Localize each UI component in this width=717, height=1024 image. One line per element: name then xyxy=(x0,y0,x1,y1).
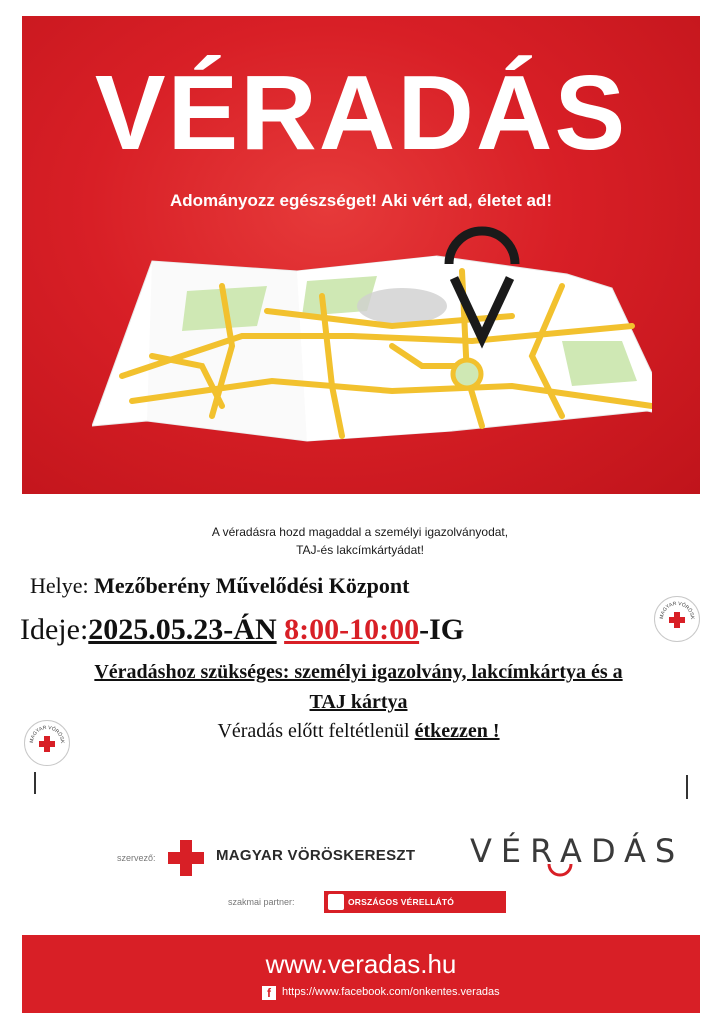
facebook-icon: f xyxy=(262,986,276,1000)
page-title: VÉRADÁS xyxy=(94,54,628,172)
event-hours: 8:00-10:00 xyxy=(284,613,420,646)
partner-label: szakmai partner: xyxy=(228,897,295,907)
event-date: 2025.05.23-ÁN xyxy=(88,613,277,646)
facebook-link[interactable] xyxy=(262,986,500,1000)
blood-drop-smile-icon xyxy=(545,858,575,880)
notice-line: TAJ-és lakcímkártyádat! xyxy=(296,543,424,557)
document-notice xyxy=(150,523,570,559)
map-roundabout xyxy=(453,360,481,388)
place-value: Mezőberény Művelődési Központ xyxy=(94,573,410,598)
tagline: Adományozz egészséget! Aki vért ad, életet ad! xyxy=(170,191,552,210)
organizer-name: MAGYAR VÖRÖSKERESZT xyxy=(216,847,416,864)
red-cross-icon xyxy=(166,838,206,878)
map-illustration xyxy=(92,216,652,466)
seal-text: MAGYAR VÖRÖSK xyxy=(658,600,696,620)
notice-line: A véradásra hozd magaddal a személyi igazolványodat, xyxy=(211,525,509,539)
red-cross-seal-icon xyxy=(24,720,70,766)
crop-mark xyxy=(34,772,36,794)
veradas-brand-logo: VÉRADÁS xyxy=(470,832,685,870)
seal-text: MAGYAR VÖRÖSK xyxy=(28,724,66,744)
crop-mark xyxy=(686,775,688,799)
requirements-line: Véradáshoz szükséges: személyi igazolvány, lakcímkártya és a xyxy=(94,661,623,683)
map-shadow xyxy=(357,288,447,324)
footer-banner xyxy=(22,935,700,1013)
oves-logo-icon xyxy=(328,894,344,910)
website-link[interactable]: www.veradas.hu xyxy=(265,949,457,979)
partner-badge xyxy=(324,891,506,929)
red-cross-seal-icon xyxy=(654,596,700,642)
hero-banner xyxy=(22,16,700,494)
organizer-label: szervező: xyxy=(117,853,156,863)
partner-name: ORSZÁGOS VÉRELLÁTÓ SZOLGÁLAT xyxy=(348,897,455,929)
eat-reminder xyxy=(0,720,717,743)
event-time xyxy=(20,613,464,647)
event-suffix: -IG xyxy=(419,613,465,646)
facebook-url: https://www.facebook.com/onkentes.veradas xyxy=(282,986,500,998)
event-place xyxy=(30,573,409,599)
time-label: Ideje: xyxy=(20,613,89,646)
place-label: Helye: xyxy=(30,573,89,598)
map-fold-left xyxy=(147,261,307,441)
eat-emphasis: étkezzen ! xyxy=(414,720,500,742)
requirements-line: TAJ kártya xyxy=(309,691,408,713)
eat-prefix: Véradás előtt feltétlenül xyxy=(217,720,410,742)
